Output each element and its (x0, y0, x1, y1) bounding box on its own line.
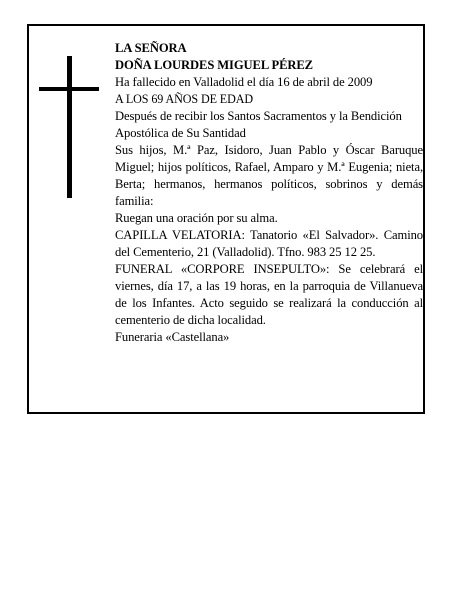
title-line: LA SEÑORA (115, 41, 187, 55)
obituary-text (115, 40, 423, 346)
chapel-info: CAPILLA VELATORIA: Tanatorio «El Salvador». Camino del Cementerio, 21 (Valladolid). Tfno. 983 25 12 25. (115, 228, 423, 259)
cross-horizontal-bar (39, 87, 99, 91)
funeral-info: FUNERAL «CORPORE INSEPULTO»: Se celebrará el viernes, día 17, a las 19 horas, en la parroquia de Villanueva de los Infantes. Acto seguido se realizará la conducción al cementerio de dicha localidad. (115, 262, 423, 327)
deceased-name: DOÑA LOURDES MIGUEL PÉREZ (115, 58, 313, 72)
obituary-notice (27, 24, 425, 414)
death-statement: Ha fallecido en Valladolid el día 16 de abril de 2009 (115, 75, 373, 89)
prayer-request: Ruegan una oración por su alma. (115, 211, 278, 225)
sacraments-statement: Después de recibir los Santos Sacramentos y la Bendición Apostólica de Su Santidad (115, 109, 402, 140)
family-list: Sus hijos, M.ª Paz, Isidoro, Juan Pablo y Óscar Baruque Miguel; hijos políticos, Rafael, Amparo y M.ª Eugenia; nieta, Berta; hermanos, hermanos políticos, sobrinos y demás familia: (115, 143, 423, 208)
cross-vertical-bar (67, 56, 72, 198)
funeral-home: Funeraria «Castellana» (115, 330, 230, 344)
age-statement: A LOS 69 AÑOS DE EDAD (115, 92, 253, 106)
